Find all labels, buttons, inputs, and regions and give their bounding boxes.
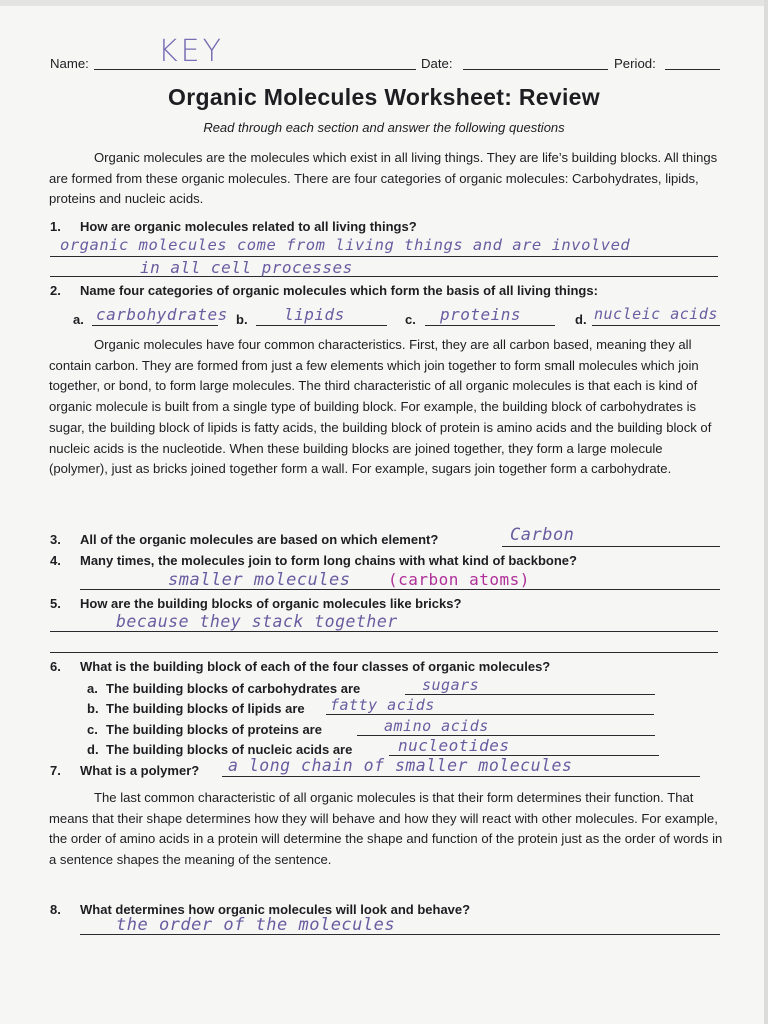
form-function-text: The last common characteristic of all organic molecules is that their form determines their function. That means that their shape determines how they will behave and how they will react with other molecules. For example, the order of amino acids in a protein will determine the shape and function of the protein just as the order of words in a sentence shapes the meaning of the sentence. [49, 790, 723, 868]
q6-item-a-answer: sugars [422, 676, 480, 694]
q6-item-b-field[interactable] [326, 714, 654, 715]
q1-answer-2: in all cell processes [140, 258, 353, 277]
q4-answer-extra: (carbon atoms) [388, 570, 530, 589]
q3-question: All of the organic molecules are based on which element? [80, 532, 439, 547]
q3-number: 3. [50, 532, 61, 547]
q5-answer-line-1[interactable] [50, 631, 718, 632]
q6-item-a-text: The building blocks of carbohydrates are [106, 681, 361, 696]
name-field[interactable] [94, 69, 416, 70]
q4-number: 4. [50, 553, 61, 568]
period-field[interactable] [665, 69, 720, 70]
q2-number: 2. [50, 283, 61, 298]
intro-paragraph [49, 148, 725, 210]
q2-option-d-answer: nucleic acids [594, 305, 718, 323]
q2-option-a-label: a. [73, 312, 84, 327]
q3-answer-field[interactable] [502, 546, 720, 547]
q5-number: 5. [50, 596, 61, 611]
q7-number: 7. [50, 763, 61, 778]
q6-item-b-label: b. [87, 701, 99, 716]
q1-number: 1. [50, 219, 61, 234]
q6-number: 6. [50, 659, 61, 674]
name-label: Name: [50, 56, 89, 71]
q2-option-c-field[interactable] [425, 325, 555, 326]
q8-number: 8. [50, 902, 61, 917]
q1-answer-line-1[interactable] [50, 256, 718, 257]
q6-question: What is the building block of each of the four classes of organic molecules? [80, 659, 551, 674]
q2-option-b-label: b. [236, 312, 248, 327]
q6-item-c-answer: amino acids [384, 717, 489, 735]
q2-option-a-field[interactable] [92, 325, 218, 326]
q6-item-c-label: c. [87, 722, 98, 737]
q2-option-d-label: d. [575, 312, 587, 327]
scan-edge-right [764, 0, 768, 1024]
characteristics-text: Organic molecules have four common characteristics. First, they are all carbon based, meaning they all contain carbon. They are formed from just a few elements which join together to form small molecules which join together, or bond, to form large molecules. The third characteristic of all organic molecules is that each is kind of organic molecule is built from a single type of building block. For example, the building block of carbohydrates is sugar, the building block of lipids is fatty acids, the building block of protein is amino acids and the building block of nucleic acids is the nucleotide. When these building blocks are joined together, they form a large molecule (polymer), just as bricks joined together form a wall. For example, sugars join together form a carbohydrate. [49, 337, 712, 477]
q5-question: How are the building blocks of organic molecules like bricks? [80, 596, 462, 611]
q1-answer-1: organic molecules come from living things and are involved [60, 236, 631, 254]
characteristics-paragraph [49, 335, 725, 480]
intro-text: Organic molecules are the molecules which exist in all living things. They are life’s building blocks. All things are formed from these organic molecules. There are four categories of organic molecules: Carbohydrates, lipids, proteins and nucleic acids. [49, 150, 718, 207]
period-label: Period: [614, 56, 656, 71]
q2-option-c-label: c. [405, 312, 416, 327]
page-subtitle: Read through each section and answer the following questions [203, 120, 565, 135]
q1-question: How are organic molecules related to all living things? [80, 219, 417, 234]
q6-item-d-label: d. [87, 742, 99, 757]
form-function-paragraph [49, 788, 725, 871]
q4-answer: smaller molecules [168, 570, 351, 590]
date-field[interactable] [463, 69, 608, 70]
q8-answer: the order of the molecules [116, 915, 396, 935]
q3-answer: Carbon [510, 525, 575, 545]
q6-item-b-text: The building blocks of lipids are [106, 701, 305, 716]
q6-item-a-label: a. [87, 681, 98, 696]
q2-question: Name four categories of organic molecules which form the basis of all living things: [80, 283, 598, 298]
q2-option-a-answer: carbohydrates [96, 305, 228, 324]
q6-item-d-text: The building blocks of nucleic acids are [106, 742, 353, 757]
q6-item-d-answer: nucleotides [398, 736, 510, 755]
q2-option-b-answer: lipids [284, 305, 345, 324]
q6-item-a-field[interactable] [405, 694, 655, 695]
page-title: Organic Molecules Worksheet: Review [168, 84, 600, 110]
q2-option-b-field[interactable] [256, 325, 387, 326]
q6-item-b-answer: fatty acids [330, 696, 435, 714]
q5-answer-line-2[interactable] [50, 652, 718, 653]
q6-item-c-text: The building blocks of proteins are [106, 722, 322, 737]
q7-answer: a long chain of smaller molecules [228, 756, 573, 775]
scan-edge-top [0, 0, 768, 6]
q4-question: Many times, the molecules join to form long chains with what kind of backbone? [80, 553, 577, 568]
q7-answer-field[interactable] [222, 776, 700, 777]
name-value: KEY [158, 34, 224, 69]
date-label: Date: [421, 56, 453, 71]
q8-question: What determines how organic molecules will look and behave? [80, 902, 471, 917]
q5-answer: because they stack together [116, 612, 398, 631]
q2-option-d-field[interactable] [592, 325, 720, 326]
q2-option-c-answer: proteins [440, 305, 522, 324]
q7-question: What is a polymer? [80, 763, 200, 778]
